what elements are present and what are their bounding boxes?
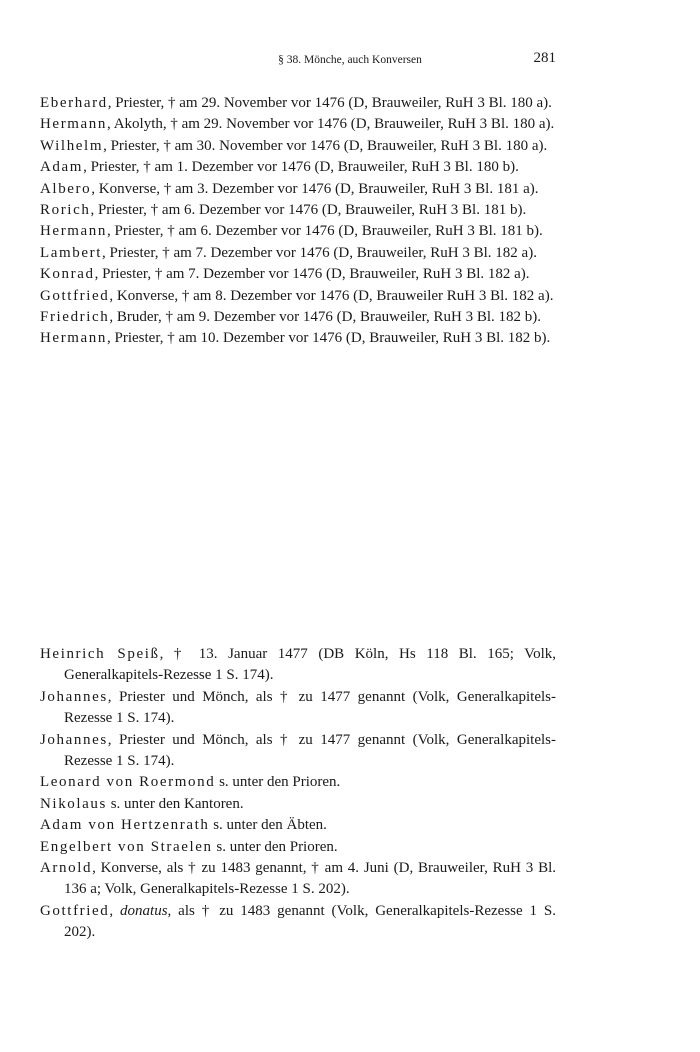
entry: [40, 221, 556, 242]
entry-name: Nikolaus: [40, 795, 107, 812]
entry-name: Adam: [40, 159, 84, 176]
entry-text: ,: [109, 902, 121, 919]
entry: [40, 286, 556, 307]
entry-name: Heinrich Speiß: [40, 646, 160, 662]
entry: [40, 307, 556, 328]
entry-list-december: [40, 93, 556, 350]
entry-text: , † 13. Januar 1477 (DB Köln, Hs 118 Bl. 165; Volk, Generalkapitels-Rezesse 1 S. 174).: [64, 646, 557, 684]
entry-name: Johannes: [40, 688, 108, 705]
entry-name: Hermann: [40, 223, 108, 240]
entry-text: , Priester, † am 6. Dezember vor 1476 (D, Brauweiler, RuH 3 Bl. 181 b).: [90, 202, 527, 219]
entry-text: , Priester, † am 30. November vor 1476 (D, Brauweiler, RuH 3 Bl. 180 a).: [103, 137, 548, 154]
entry-text: , Konverse, † am 3. Dezember vor 1476 (D, Brauweiler, RuH 3 Bl. 181 a).: [91, 180, 539, 197]
entry: [40, 114, 556, 135]
entry-text: s. unter den Äbten.: [209, 817, 327, 834]
entry-text: , Priester und Mönch, als † zu 1477 genannt (Volk, Generalkapitels-Rezesse 1 S. 174).: [64, 731, 556, 770]
entry-name: Johannes: [40, 731, 108, 748]
entry-list-1477-1483: [40, 644, 556, 944]
entry-text: , Priester, † am 1. Dezember vor 1476 (D, Brauweiler, RuH 3 Bl. 180 b).: [83, 159, 519, 176]
entry: [40, 157, 556, 178]
entry: [40, 200, 556, 221]
entry-text: s. unter den Prioren.: [212, 838, 338, 855]
entry-name: Hermann: [40, 330, 108, 347]
entry-name: Rorich: [40, 202, 91, 219]
entry: [40, 179, 556, 200]
entry: [40, 328, 556, 349]
entry-name: Konrad: [40, 266, 95, 283]
entry-text: , Priester, † am 6. Dezember vor 1476 (D, Brauweiler, RuH 3 Bl. 181 b).: [107, 223, 543, 240]
entry-text: , Priester, † am 7. Dezember vor 1476 (D, Brauweiler, RuH 3 Bl. 182 a).: [94, 266, 530, 283]
entry: [40, 730, 556, 773]
entry-name: Arnold: [40, 860, 93, 877]
entry-text: s. unter den Kantoren.: [106, 795, 244, 812]
entry: [40, 794, 556, 815]
entry: [40, 901, 556, 944]
entry-text: , Priester, † am 10. Dezember vor 1476 (D, Brauweiler, RuH 3 Bl. 182 b).: [107, 330, 551, 347]
entry: [40, 772, 556, 793]
entry: [40, 93, 556, 114]
entry: [40, 136, 556, 157]
entry-text: , Priester, † am 7. Dezember vor 1476 (D, Brauweiler, RuH 3 Bl. 182 a).: [102, 244, 537, 261]
entry-text: s. unter den Prioren.: [215, 774, 341, 791]
running-header: [0, 48, 700, 74]
entry: [40, 687, 556, 730]
entry: [40, 815, 556, 836]
entry: [40, 858, 556, 901]
entry: [40, 644, 556, 687]
entry-name: Adam von Hertzenrath: [40, 817, 210, 834]
entry-text-continued: , als † zu 1483 genannt (Volk, Generalkapitels-Rezesse 1 S. 202).: [64, 902, 557, 941]
entry: [40, 837, 556, 858]
entry-name: Wilhelm: [40, 137, 104, 154]
entry-name: Hermann: [40, 116, 108, 133]
entry: [40, 264, 556, 285]
entry-name: Leonard von Roermond: [40, 774, 216, 791]
entry-italic-term: donatus: [120, 902, 168, 919]
entry-name: Eberhard: [40, 95, 108, 111]
entry-text: , Priester, † am 29. November vor 1476 (D, Brauweiler, RuH 3 Bl. 180 a).: [107, 95, 552, 111]
entry-text: , Konverse, † am 8. Dezember vor 1476 (D, Brauweiler RuH 3 Bl. 182 a).: [109, 287, 554, 304]
entry: [40, 243, 556, 264]
entry-name: Gottfried: [40, 902, 110, 919]
entry-name: Gottfried: [40, 287, 110, 304]
entry-text: , Konverse, als † zu 1483 genannt, † am 4. Juni (D, Brauweiler, RuH 3 Bl. 136 a; Volk, Generalkapitels-Rezesse 1 S. 202).: [64, 860, 556, 898]
entry-name: Friedrich: [40, 309, 110, 326]
entry-name: Albero: [40, 180, 92, 197]
page-number: 281: [533, 50, 556, 66]
entry-text: , Akolyth, † am 29. November vor 1476 (D, Brauweiler, RuH 3 Bl. 180 a).: [107, 116, 555, 133]
entry-text: , Priester und Mönch, als † zu 1477 genannt (Volk, Generalkapitels-Rezesse 1 S. 174).: [64, 688, 556, 727]
running-title: § 38. Mönche, auch Konversen: [278, 54, 422, 66]
entry-text: , Bruder, † am 9. Dezember vor 1476 (D, Brauweiler, RuH 3 Bl. 182 b).: [109, 309, 542, 326]
entry-name: Engelbert von Straelen: [40, 838, 213, 855]
entry-name: Lambert: [40, 244, 103, 261]
